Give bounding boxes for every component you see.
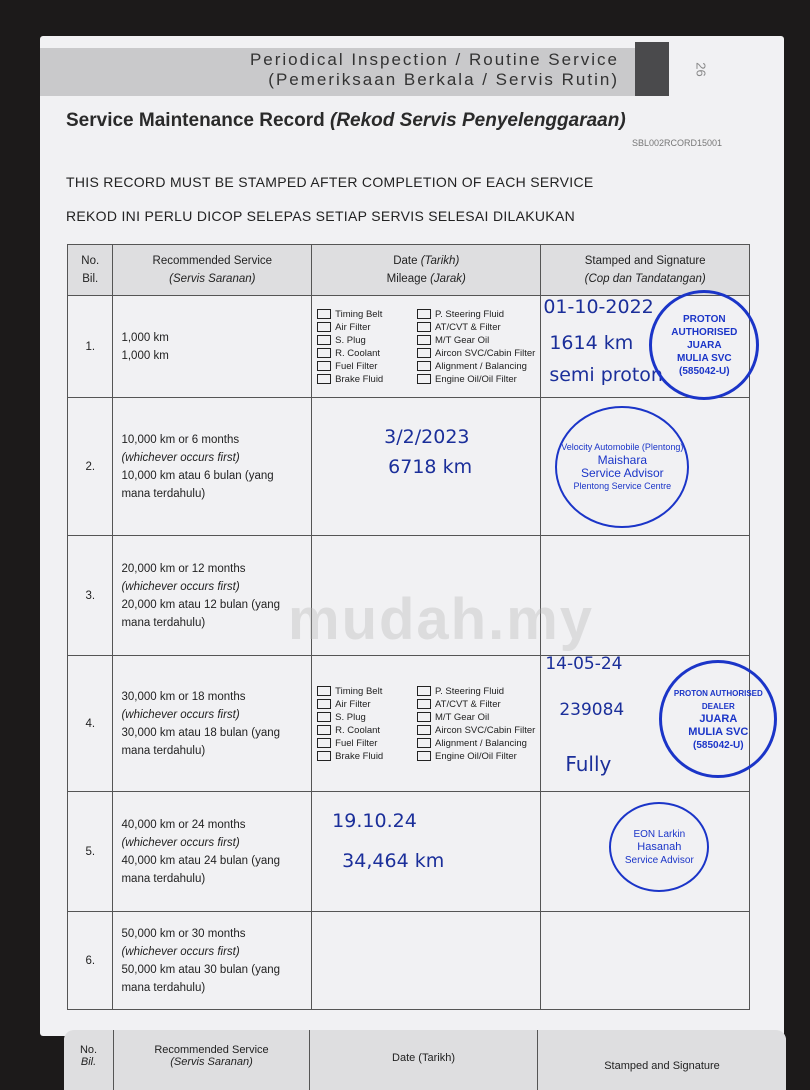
next-header-date: Date (Tarikh) <box>310 1030 538 1090</box>
checkbox-icon[interactable] <box>317 374 331 384</box>
handwritten-date: 01-10-2022 <box>543 296 654 318</box>
checklist-item[interactable] <box>417 374 535 385</box>
notice-ms: REKOD INI PERLU DICOP SELEPAS SETIAP SERVIS SELESAI DILAKUKAN <box>66 208 575 224</box>
table-header-row <box>68 245 750 296</box>
checklist-item[interactable] <box>417 712 535 723</box>
checkbox-icon[interactable] <box>417 699 431 709</box>
checklist-item[interactable] <box>417 725 535 736</box>
checklist-item[interactable] <box>317 348 413 359</box>
checklist-label: Air Filter <box>335 321 371 333</box>
dealer-stamp: PROTON AUTHORISED DEALER JUARA MULIA SVC (585042-U) <box>659 660 777 778</box>
notice-en: THIS RECORD MUST BE STAMPED AFTER COMPLETION OF EACH SERVICE <box>66 174 594 190</box>
checkbox-icon[interactable] <box>417 686 431 696</box>
page-number: 26 <box>693 62 709 77</box>
date-mileage-cell <box>312 792 541 912</box>
service-checklist <box>313 307 539 387</box>
handwritten-mileage: 6718 km <box>388 456 473 478</box>
checklist-label: R. Coolant <box>335 347 381 359</box>
title-sub: (Rekod Servis Penyelenggaraan) <box>330 110 626 131</box>
checklist-label: M/T Gear Oil <box>435 334 490 346</box>
date-mileage-cell <box>312 656 541 792</box>
checklist-label: Brake Fluid <box>335 373 384 385</box>
header-no: No. Bil. <box>68 245 113 296</box>
watermark: mudah.my <box>288 587 595 652</box>
checklist-item[interactable] <box>317 686 413 697</box>
section-heading <box>250 50 619 90</box>
checklist-item[interactable] <box>417 309 535 320</box>
checkbox-icon[interactable] <box>417 361 431 371</box>
checkbox-icon[interactable] <box>417 309 431 319</box>
checkbox-icon[interactable] <box>417 712 431 722</box>
checklist-label: S. Plug <box>335 334 366 346</box>
checkbox-icon[interactable] <box>417 725 431 735</box>
handwritten-mileage: 1614 km <box>549 332 634 354</box>
checkbox-icon[interactable] <box>317 712 331 722</box>
service-interval: 30,000 km or 18 months (whichever occurs first) 30,000 km atau 18 bulan (yang mana terdahulu) <box>113 656 312 792</box>
next-header-no: No. Bil. <box>64 1030 114 1090</box>
service-centre-stamp: Velocity Automobile (Plentong) Maishara Service Advisor Plentong Service Centre <box>555 406 689 528</box>
checklist-label: R. Coolant <box>335 724 381 736</box>
checklist-item[interactable] <box>417 322 535 333</box>
checkbox-icon[interactable] <box>417 751 431 761</box>
checklist-label: Alignment / Balancing <box>435 737 527 749</box>
header-stamp: Stamped and Signature (Cop dan Tandatangan) <box>541 245 750 296</box>
stamp-signature-cell <box>541 792 750 912</box>
service-interval: 10,000 km or 6 months (whichever occurs first) 10,000 km atau 6 bulan (yang mana terdahulu) <box>113 398 312 536</box>
next-page-header <box>64 1030 786 1090</box>
checklist-label: Engine Oil/Oil Filter <box>435 373 517 385</box>
checklist-item[interactable] <box>417 751 535 762</box>
service-interval: 20,000 km or 12 months (whichever occurs first) 20,000 km atau 12 bulan (yang mana terdahulu) <box>113 536 312 656</box>
stamp-signature-cell <box>541 912 750 1010</box>
handwritten-date: 3/2/2023 <box>384 426 470 448</box>
checkbox-icon[interactable] <box>317 309 331 319</box>
checklist-item[interactable] <box>417 348 535 359</box>
next-header-service: Recommended Service (Servis Saranan) <box>114 1030 310 1090</box>
checkbox-icon[interactable] <box>317 348 331 358</box>
title-main: Service Maintenance Record <box>66 110 325 131</box>
checkbox-icon[interactable] <box>417 374 431 384</box>
checklist-label: Aircon SVC/Cabin Filter <box>435 724 536 736</box>
checklist-item[interactable] <box>417 699 535 710</box>
checklist-item[interactable] <box>317 335 413 346</box>
handwritten-note: semi proton <box>549 364 663 386</box>
checklist-label: Timing Belt <box>335 308 383 320</box>
header-date: Date (Tarikh) Mileage (Jarak) <box>312 245 541 296</box>
date-mileage-cell <box>312 398 541 536</box>
checkbox-icon[interactable] <box>317 725 331 735</box>
date-mileage-cell <box>312 296 541 398</box>
checklist-item[interactable] <box>317 738 413 749</box>
checklist-label: S. Plug <box>335 711 366 723</box>
checklist-item[interactable] <box>317 725 413 736</box>
checklist-item[interactable] <box>417 361 535 372</box>
checkbox-icon[interactable] <box>417 335 431 345</box>
header-band-accent <box>635 42 669 96</box>
checklist-item[interactable] <box>317 699 413 710</box>
service-record-page <box>40 36 784 1036</box>
checkbox-icon[interactable] <box>317 322 331 332</box>
handwritten-mileage: 34,464 km <box>342 850 445 872</box>
dealer-stamp: PROTON AUTHORISED JUARA MULIA SVC (585042-U) <box>649 290 759 400</box>
row-number: 3. <box>68 536 113 656</box>
row-number: 1. <box>68 296 113 398</box>
stamp-signature-cell <box>541 398 750 536</box>
section-heading-ms: (Pemeriksaan Berkala / Servis Rutin) <box>268 70 619 89</box>
document-code: SBL002RCORD15001 <box>632 138 723 148</box>
row-number: 5. <box>68 792 113 912</box>
header-service: Recommended Service (Servis Saranan) <box>113 245 312 296</box>
checklist-label: AT/CVT & Filter <box>435 321 501 333</box>
checkbox-icon[interactable] <box>317 361 331 371</box>
table-row <box>68 912 750 1010</box>
page-title <box>66 110 626 132</box>
service-interval: 1,000 km 1,000 km <box>113 296 312 398</box>
checklist-label: Fuel Filter <box>335 737 378 749</box>
row-number: 2. <box>68 398 113 536</box>
next-header-stamp: Stamped and Signature <box>538 1030 786 1090</box>
checkbox-icon[interactable] <box>317 738 331 748</box>
table-row <box>68 656 750 792</box>
checklist-label: P. Steering Fluid <box>435 685 505 697</box>
service-checklist <box>313 684 539 764</box>
stamp-signature-cell <box>541 296 750 398</box>
checkbox-icon[interactable] <box>417 738 431 748</box>
checklist-item[interactable] <box>317 374 413 385</box>
checkbox-icon[interactable] <box>317 699 331 709</box>
handwritten-date: 14-05-24 <box>545 654 623 674</box>
section-heading-en: Periodical Inspection / Routine Service <box>249 50 619 69</box>
checklist-label: Fuel Filter <box>335 360 378 372</box>
row-number: 6. <box>68 912 113 1010</box>
service-interval: 40,000 km or 24 months (whichever occurs first) 40,000 km atau 24 bulan (yang mana terdahulu) <box>113 792 312 912</box>
checklist-label: M/T Gear Oil <box>435 711 490 723</box>
stamp-signature-cell <box>541 654 763 792</box>
service-interval: 50,000 km or 30 months (whichever occurs first) 50,000 km atau 30 bulan (yang mana terdahulu) <box>113 912 312 1010</box>
checklist-item[interactable] <box>317 712 413 723</box>
checklist-label: Engine Oil/Oil Filter <box>435 750 517 762</box>
table-row <box>68 398 750 536</box>
checklist-label: Air Filter <box>335 698 371 710</box>
handwritten-note: Fully <box>565 752 612 776</box>
checkbox-icon[interactable] <box>417 348 431 358</box>
handwritten-date: 19.10.24 <box>332 810 417 832</box>
checklist-label: Brake Fluid <box>335 750 384 762</box>
table-row <box>68 296 750 398</box>
checklist-item[interactable] <box>317 751 413 762</box>
checklist-item[interactable] <box>317 322 413 333</box>
handwritten-mileage: 239084 <box>559 700 625 720</box>
checklist-item[interactable] <box>417 335 535 346</box>
checklist-label: Timing Belt <box>335 685 383 697</box>
checklist-label: P. Steering Fluid <box>435 308 505 320</box>
checklist-item[interactable] <box>417 738 535 749</box>
checkbox-icon[interactable] <box>317 335 331 345</box>
checkbox-icon[interactable] <box>417 322 431 332</box>
checklist-item[interactable] <box>317 361 413 372</box>
row-number: 4. <box>68 656 113 792</box>
checkbox-icon[interactable] <box>317 686 331 696</box>
advisor-stamp: EON Larkin Hasanah Service Advisor <box>609 802 709 892</box>
checkbox-icon[interactable] <box>317 751 331 761</box>
checklist-label: AT/CVT & Filter <box>435 698 501 710</box>
checklist-item[interactable] <box>417 686 535 697</box>
table-row <box>68 792 750 912</box>
checklist-label: Alignment / Balancing <box>435 360 527 372</box>
checklist-item[interactable] <box>317 309 413 320</box>
date-mileage-cell <box>312 912 541 1010</box>
checklist-label: Aircon SVC/Cabin Filter <box>435 347 536 359</box>
